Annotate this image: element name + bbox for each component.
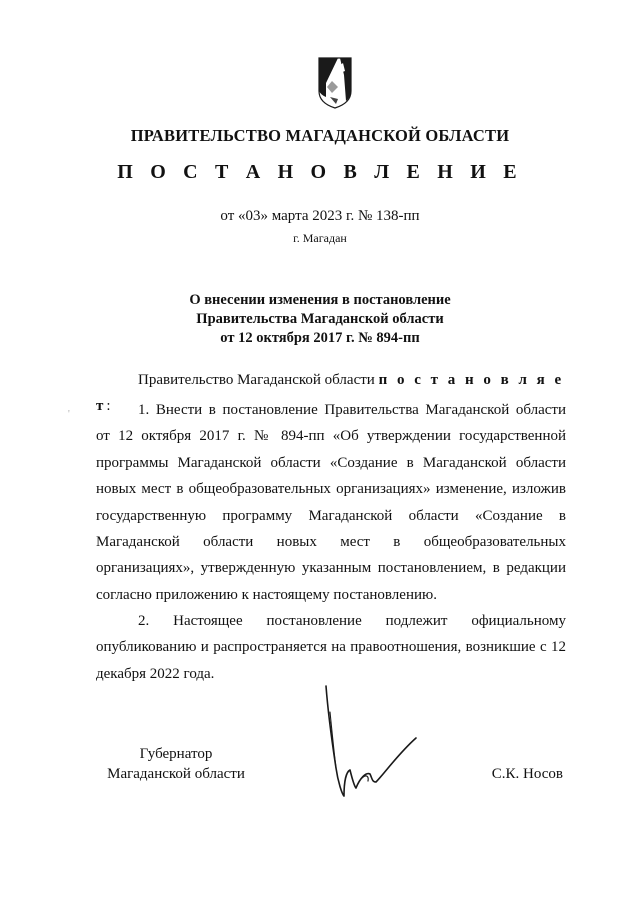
intro-resolves: п о с т а н о в л я е т: [96, 372, 565, 415]
document-type-title: П О С Т А Н О В Л Е Н И Е: [117, 161, 523, 183]
document-date-number: от «03» марта 2023 г. № 138-пп: [220, 208, 420, 224]
organization-title: ПРАВИТЕЛЬСТВО МАГАДАНСКОЙ ОБЛАСТИ: [130, 126, 510, 145]
signer-position-line-2: Магаданской области: [107, 766, 245, 782]
subject-line-1: О внесении изменения в постановление: [189, 292, 451, 308]
paragraph-1: 1. Внести в постановление Правительства Магаданской области от 12 октября 2017 г. № 894-пп «Об утверждении государственной программы Магаданской области «Создание в Магаданской области новых мест в общеобразовательных организациях» изменение, изложив государственную программу Магаданской области «Создание в Магаданской области новых мест в общеобразовательных организациях», утвержденную указанным постановлением, в редакции согласно приложению к настоящему постановлению.: [96, 402, 566, 603]
paragraph-2: 2. Настоящее постановление подлежит официальному опубликованию и распространяется на правоотношения, возникшие с 12 декабря 2022 года.: [96, 613, 566, 682]
intro-suffix: :: [106, 398, 111, 415]
intro-prefix: Правительство Магаданской области: [138, 372, 379, 388]
document-subject: [0, 291, 640, 348]
handwritten-signature-icon: [322, 682, 422, 800]
signer-name: С.К. Носов: [491, 766, 563, 782]
coat-of-arms-icon: [318, 57, 352, 109]
document-city: г. Магадан: [293, 231, 347, 245]
margin-mark: ': [68, 409, 70, 420]
subject-line-2: Правительства Магаданской области: [196, 311, 444, 327]
subject-line-3: от 12 октября 2017 г. № 894-пп: [220, 330, 420, 346]
signer-position: [96, 744, 256, 784]
signer-position-line-1: Губернатор: [139, 746, 213, 762]
